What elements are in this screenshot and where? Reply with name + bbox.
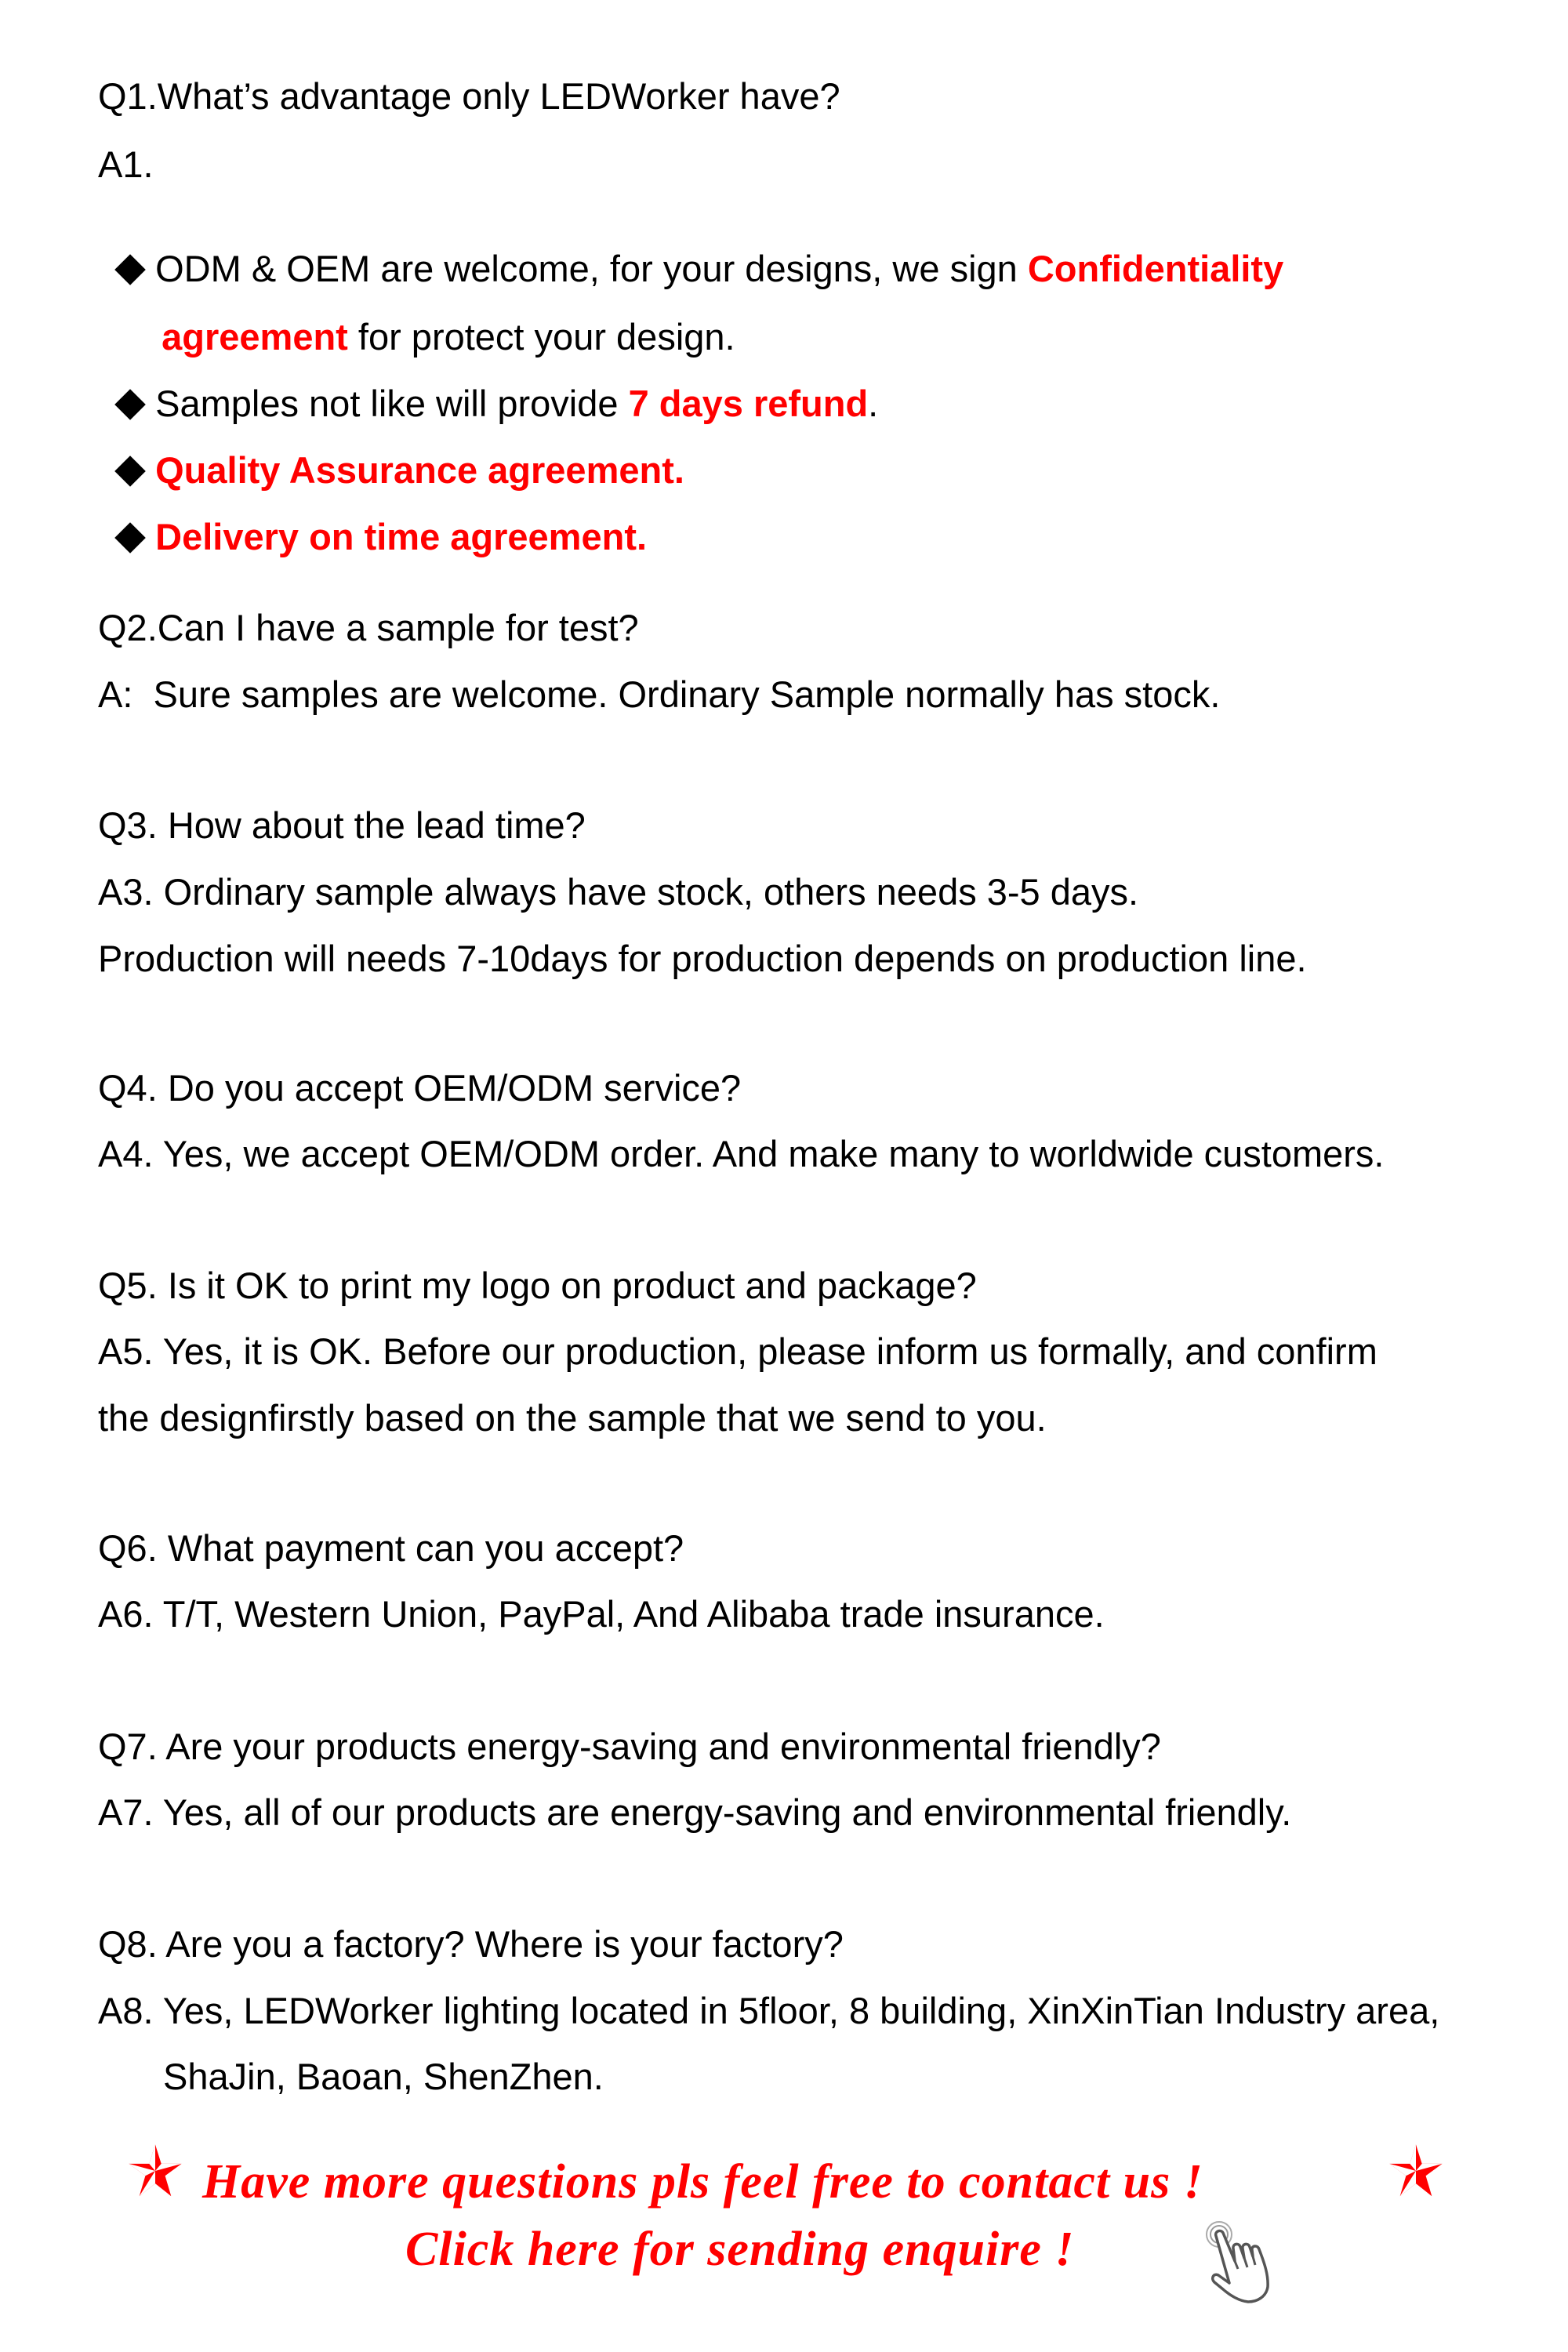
faq-q1-bullet-3 (94, 415, 684, 491)
diamond-bullet-icon (114, 522, 146, 554)
faq-q3-answer-line-2: Production will needs 7-10days for production depends on production line. (98, 938, 1307, 979)
star-icon (1388, 2143, 1444, 2198)
bullet-text: Samples not like will provide (155, 383, 629, 424)
faq-q2-answer: A: Sure samples are welcome. Ordinary Sample normally has stock. (98, 673, 1221, 715)
faq-q6-question: Q6. What payment can you accept? (98, 1527, 684, 1569)
faq-q8-question: Q8. Are you a factory? Where is your factory? (98, 1923, 844, 1965)
bullet-emphasis: 7 days refund (628, 383, 869, 424)
contact-us-banner: Have more questions pls feel free to contact us ! (202, 2155, 1203, 2209)
bullet-text: ODM & OEM are welcome, for your designs, we sign (155, 248, 1028, 289)
bullet-emphasis: Delivery on time agreement. (155, 516, 648, 557)
faq-q3-answer-line-1: A3. Ordinary sample always have stock, others needs 3-5 days. (98, 871, 1139, 913)
faq-q1-bullet-1 (94, 213, 1283, 287)
faq-q5-answer-line-1: A5. Yes, it is OK. Before our production, please inform us formally, and confirm (98, 1330, 1377, 1372)
star-icon (127, 2143, 183, 2198)
faq-q1-bullet-2 (94, 348, 878, 422)
bullet-emphasis: Quality Assurance agreement. (155, 449, 684, 491)
bullet-text: . (868, 383, 879, 424)
faq-q1-bullet-4 (94, 481, 647, 555)
faq-q2-question: Q2.Can I have a sample for test? (98, 607, 639, 648)
faq-q1-bullet-1-continuation (141, 281, 735, 358)
faq-q4-answer: A4. Yes, we accept OEM/ODM order. And make many to worldwide customers. (98, 1133, 1385, 1174)
bullet-emphasis: agreement (162, 316, 348, 358)
faq-q3-question: Q3. How about the lead time? (98, 804, 586, 846)
faq-q7-question: Q7. Are your products energy-saving and environmental friendly? (98, 1726, 1161, 1767)
bullet-text: for protect your design. (347, 316, 735, 358)
send-enquiry-link[interactable]: Click here for sending enquire ! (405, 2223, 1075, 2276)
pointing-hand-click-icon[interactable] (1203, 2220, 1286, 2305)
faq-q5-question: Q5. Is it OK to print my logo on product and package? (98, 1265, 977, 1306)
faq-q5-answer-line-2: the designfirstly based on the sample that we send to you. (98, 1397, 1047, 1439)
faq-q1-answer-label: A1. (98, 143, 154, 185)
diamond-bullet-icon (114, 254, 146, 285)
faq-q8-answer-line-1: A8. Yes, LEDWorker lighting located in 5floor, 8 building, XinXinTian Industry area, (98, 1990, 1440, 2031)
bullet-emphasis: Confidentiality (1027, 248, 1284, 289)
faq-q6-answer: A6. T/T, Western Union, PayPal, And Alibaba trade insurance. (98, 1593, 1105, 1635)
faq-q8-answer-line-2: ShaJin, Baoan, ShenZhen. (163, 2056, 604, 2097)
faq-q1-question: Q1.What’s advantage only LEDWorker have? (98, 75, 840, 117)
faq-q4-question: Q4. Do you accept OEM/ODM service? (98, 1067, 742, 1109)
faq-q7-answer: A7. Yes, all of our products are energy-saving and environmental friendly. (98, 1791, 1292, 1833)
